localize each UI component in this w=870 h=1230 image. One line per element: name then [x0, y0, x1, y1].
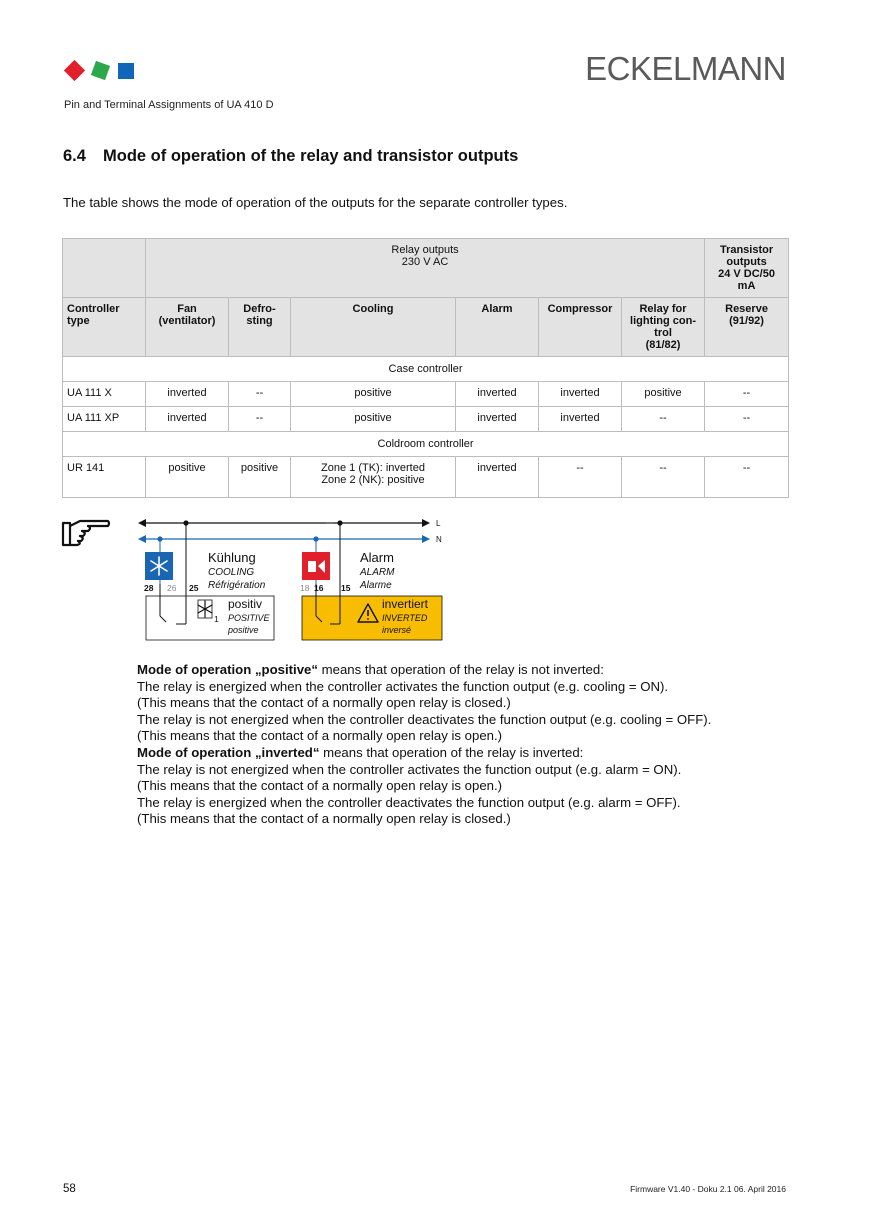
positive-line: (This means that the contact of a normally open relay is closed.)	[137, 695, 511, 711]
inverted-rest: means that operation of the relay is inverted:	[319, 744, 584, 760]
table-row	[63, 407, 789, 432]
table-column-header-row	[63, 298, 789, 357]
cell-alarm: inverted	[456, 407, 539, 432]
eckelmann-logo-icon	[64, 59, 136, 83]
section-title	[63, 147, 518, 166]
col-controller-line2: type	[67, 315, 90, 327]
section-number: 6.4	[63, 147, 86, 165]
cell-reserve: --	[705, 407, 789, 432]
cell-defrost: positive	[229, 457, 291, 498]
junction-dot	[313, 536, 318, 541]
alarm-mode-en: INVERTED	[382, 613, 428, 623]
cell-relay-light: --	[622, 457, 705, 498]
positive-line: The relay is not energized when the controller deactivates the function output (e.g. cooling = OFF).	[137, 711, 712, 727]
col-reserve-line2: (91/92)	[729, 315, 764, 327]
cell-relay-light: positive	[622, 382, 705, 407]
col-relay-line4: (81/82)	[645, 339, 681, 351]
arrow-right-icon	[422, 519, 430, 527]
table-row	[63, 382, 789, 407]
section-title-text: Mode of operation of the relay and transistor outputs	[103, 147, 519, 165]
footer-info: Firmware V1.40 - Doku 2.1 06. April 2016	[630, 1184, 786, 1194]
cooling-mode-en: POSITIVE	[228, 613, 270, 623]
case-controller-label: Case controller	[63, 357, 789, 382]
arrow-right-icon	[422, 535, 430, 543]
outputs-mode-table	[62, 238, 789, 498]
table-group-header-row	[63, 239, 789, 298]
arrow-left-icon	[138, 519, 146, 527]
cell-alarm: inverted	[456, 457, 539, 498]
cell-compressor: --	[539, 457, 622, 498]
empty-header-cell	[63, 239, 146, 298]
cell-type: UA 111 XP	[63, 407, 146, 432]
col-defrost-line1: Defro-	[243, 303, 276, 315]
cell-cooling: positive	[291, 407, 456, 432]
alarm-en: ALARM	[360, 567, 395, 578]
col-fan-line2: (ventilator)	[158, 315, 216, 327]
cell-compressor: inverted	[539, 382, 622, 407]
transistor-outputs-header	[705, 239, 789, 298]
cell-fan: inverted	[146, 407, 229, 432]
label-n: N	[436, 535, 442, 544]
col-alarm: Alarm	[456, 298, 539, 357]
positive-heading	[137, 662, 711, 679]
cell-alarm: inverted	[456, 382, 539, 407]
inverted-heading	[137, 745, 711, 762]
alarm-mode-fr: inversé	[382, 625, 412, 635]
junction-dot	[157, 536, 162, 541]
table-group-row	[63, 432, 789, 457]
col-cooling: Cooling	[291, 298, 456, 357]
cell-cooling: positive	[291, 382, 456, 407]
intro-paragraph: The table shows the mode of operation of the outputs for the separate controller types.	[63, 195, 568, 210]
cell-reserve: --	[705, 457, 789, 498]
cooling-title: Kühlung	[208, 550, 256, 565]
terminal-26: 26	[167, 583, 177, 593]
positive-rest: means that operation of the relay is not inverted:	[317, 662, 604, 677]
cooling-mode: positiv	[228, 597, 263, 611]
col-controller-line1: Controller	[67, 303, 120, 315]
col-reserve-line1: Reserve	[725, 303, 768, 315]
col-controller-type	[63, 298, 146, 357]
alarm-title: Alarm	[360, 550, 394, 565]
alarm-fr: Alarme	[360, 580, 392, 591]
cell-cooling-zone2: Zone 2 (NK): positive	[321, 474, 425, 486]
label-l: L	[436, 519, 441, 528]
inverted-line: (This means that the contact of a normally open relay is closed.)	[137, 811, 511, 827]
cell-defrost: --	[229, 407, 291, 432]
table-group-row	[63, 357, 789, 382]
cell-cooling-zone1: Zone 1 (TK): inverted	[321, 462, 425, 474]
cooling-fr: Réfrigération	[208, 580, 266, 591]
page-number: 58	[63, 1183, 76, 1195]
pointing-hand-icon	[60, 515, 112, 549]
cell-reserve: --	[705, 382, 789, 407]
brand-name: ECKELMANN	[585, 50, 786, 87]
terminal-25: 25	[189, 583, 199, 593]
col-relay-line2: lighting con-	[630, 315, 697, 327]
arrow-left-icon	[138, 535, 146, 543]
terminal-18: 18	[300, 583, 310, 593]
relay-outputs-voltage: 230 V AC	[401, 256, 449, 268]
cell-type: UR 141	[63, 457, 146, 498]
terminal-16: 16	[314, 583, 324, 593]
col-compressor: Compressor	[539, 298, 622, 357]
terminal-15: 15	[341, 583, 351, 593]
col-fan	[146, 298, 229, 357]
junction-dot	[183, 520, 188, 525]
cell-relay-light: --	[622, 407, 705, 432]
inverted-line: The relay is energized when the controller deactivates the function output (e.g. alarm = OFF).	[137, 794, 681, 810]
inverted-line: The relay is not energized when the controller activates the function output (e.g. alarm = ON).	[137, 761, 682, 777]
inverted-bold: Mode of operation „inverted“	[137, 744, 320, 760]
transistor-outputs-label: Transistor outputs	[719, 244, 774, 268]
cell-compressor: inverted	[539, 407, 622, 432]
alarm-mode: invertiert	[382, 597, 429, 611]
explanation-block	[137, 662, 711, 828]
col-relay-lighting	[622, 298, 705, 357]
junction-dot	[337, 520, 342, 525]
positive-bold: Mode of operation „positive“	[137, 662, 318, 677]
relay-wiring-diagram	[136, 512, 448, 644]
contact-number: 1	[214, 614, 219, 624]
transistor-outputs-voltage: 24 V DC/50 mA	[718, 268, 775, 292]
cell-defrost: --	[229, 382, 291, 407]
cell-fan: inverted	[146, 382, 229, 407]
col-relay-line1: Relay for	[639, 303, 687, 315]
relay-outputs-header	[146, 239, 705, 298]
col-fan-line1: Fan	[177, 303, 197, 315]
col-defrost-line2: sting	[246, 315, 273, 327]
coldroom-controller-label: Coldroom controller	[63, 432, 789, 457]
col-defrost	[229, 298, 291, 357]
terminal-28: 28	[144, 583, 154, 593]
cell-fan: positive	[146, 457, 229, 498]
col-relay-line3: trol	[654, 327, 672, 339]
relay-outputs-label: Relay outputs	[391, 244, 459, 256]
positive-line: The relay is energized when the controller activates the function output (e.g. cooling = ON).	[137, 678, 669, 694]
cell-type: UA 111 X	[63, 382, 146, 407]
col-reserve	[705, 298, 789, 357]
cooling-en: COOLING	[208, 567, 255, 578]
running-head: Pin and Terminal Assignments of UA 410 D	[64, 99, 274, 111]
cell-cooling	[291, 457, 456, 498]
positive-line: (This means that the contact of a normally open relay is open.)	[137, 728, 503, 744]
inverted-line: (This means that the contact of a normally open relay is open.)	[137, 778, 503, 794]
cooling-mode-fr: positive	[228, 625, 259, 635]
table-row	[63, 457, 789, 498]
